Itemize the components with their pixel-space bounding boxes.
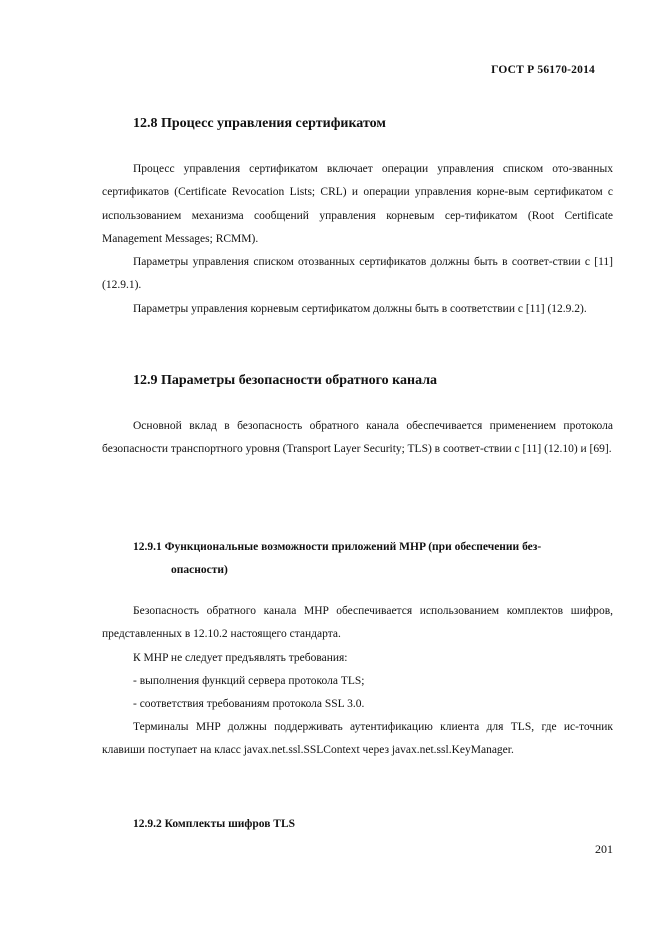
paragraph: Параметры управления списком отозванных сертификатов должны быть в соответ-ствии с [11] (12.9.1). [102,256,613,292]
page-number: 201 [595,842,613,856]
paragraph: К MHP не следует предъявлять требования: [133,652,348,664]
list-item: - выполнения функций сервера протокола TLS; [133,675,365,687]
section-title-12-8: 12.8 Процесс управления сертификатом [133,116,386,131]
subsection-title-line: опасности) [171,564,228,576]
subsection-title-line: 12.9.1 Функциональные возможности приложений MHP (при обеспечении без- [133,541,542,553]
paragraph: Безопасность обратного канала MHP обеспечивается использованием комплектов шифров, представленных в 12.10.2 настоящего стандарта. [102,605,613,641]
paragraph: Процесс управления сертификатом включает операции управления списком ото-званных сертификатов (Certificate Revocation Lists; CRL) и операции управления корне-вым сертификатом с использованием механизма сообщений управления корневым сер-тификатом (Root Certificate Management Messages; RCMM). [102,163,613,246]
standard-header: ГОСТ Р 56170-2014 [491,64,595,76]
subsection-title-12-9-1 [133,536,613,582]
subsection-title-12-9-2: 12.9.2 Комплекты шифров TLS [133,818,296,830]
list-item: - соответствия требованиям протокола SSL 3.0. [133,698,365,710]
paragraph: Терминалы MHP должны поддерживать аутентификацию клиента для TLS, где ис-точник клавиши поступает на класс javax.net.ssl.SSLContext через javax.net.ssl.KeyManager. [102,721,613,757]
paragraph: Параметры управления корневым сертификатом должны быть в соответствии с [11] (12.9.2). [133,303,587,315]
paragraph: Основной вклад в безопасность обратного канала обеспечивается применением протокола безопасности транспортного уровня (Transport Layer Security; TLS) в соответ-ствии с [11] (12.10) и [69]. [102,420,613,456]
section-title-12-9: 12.9 Параметры безопасности обратного канала [133,373,438,388]
